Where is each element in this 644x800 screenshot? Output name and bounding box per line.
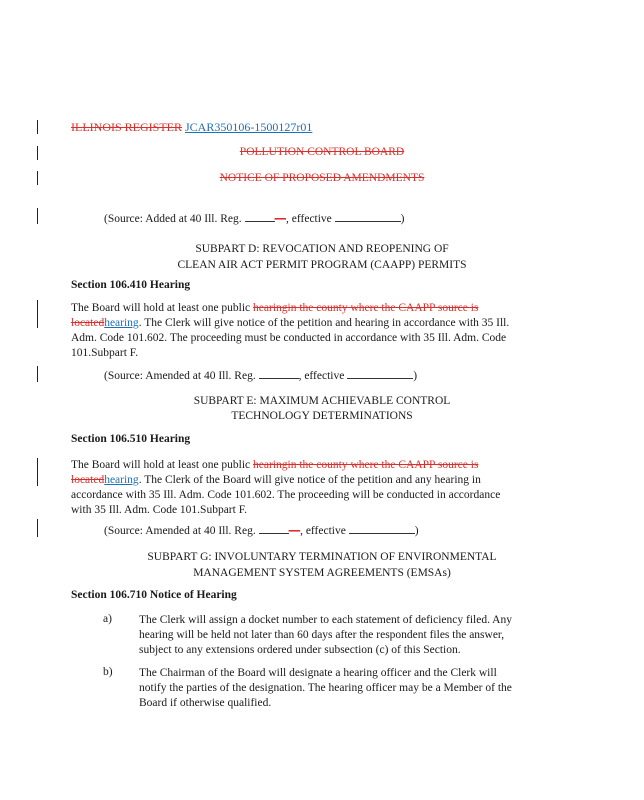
blank-line [335,211,401,222]
source-suffix: ) [400,213,405,225]
section-410-struck: hearingin the county where the CAAPP source is located [71,302,479,329]
item-a-label: a) [103,613,112,625]
subpart-g-line2: MANAGEMENT SYSTEM AGREEMENTS (EMSAs) [193,567,451,579]
source-middle: , effective [298,370,345,382]
change-bar [37,300,38,328]
section-410-body [71,301,511,361]
board-line [0,146,644,158]
source-suffix: ) [413,370,418,382]
source-note-amended [104,368,417,382]
blank-line [245,211,275,222]
section-510-body [71,458,511,518]
section-410-text-after: . The Clerk will give notice of the petition and hearing in accordance with 35 Ill. Adm. Code 101.602. The proceeding must be conducted in accordance with 35 Ill. Adm. Code 101.Subpart F. [71,317,510,359]
source-prefix: (Source: Amended at 40 Ill. Reg. [104,370,256,382]
source-middle: , effective [300,525,346,537]
item-a-text: The Clerk will assign a docket number to each statement of deficiency filed. Any hearing will be held not later than 60 days after the respondent files the answer, subject to any extensions ordered under subsection (c) of this Section. [139,614,512,656]
subpart-e-heading [0,394,644,424]
section-510-title: Section 106.510 Hearing [71,433,191,445]
section-510-inserted: hearing [104,474,139,486]
subpart-e-line1: SUBPART E: MAXIMUM ACHIEVABLE CONTROL [193,395,451,407]
section-410-text-before: The Board will hold at least one public [71,302,254,314]
blank-line [259,368,299,379]
source-prefix: (Source: Amended at 40 Ill. Reg. [104,525,256,537]
subpart-d-line2: CLEAN AIR ACT PERMIT PROGRAM (CAAPP) PERMITS [177,259,467,271]
notice-line [0,172,644,184]
register-line [71,120,312,135]
source-suffix: ) [414,525,419,537]
register-struck: ILLINOIS REGISTER [71,120,182,134]
subpart-g-heading [0,549,644,581]
source-dash: — [274,213,287,225]
blank-line [259,523,289,534]
board-struck: POLLUTION CONTROL BOARD [239,146,405,158]
source-middle: , effective [286,213,332,225]
item-b-text: The Chairman of the Board will designate a hearing officer and the Clerk will notify the parties of the designation. The hearing officer may be a Member of the Board if otherwise qualified. [139,667,512,709]
change-bar [37,458,38,486]
change-bar [37,208,38,224]
change-bar [37,519,38,537]
blank-line [347,368,413,379]
source-note-added [104,211,405,225]
section-510-struck: hearingin the county where the CAAPP source is located [71,459,479,486]
section-510-text-before: The Board will hold at least one public [71,459,254,471]
register-inserted: JCAR350106-1500127r01 [185,120,313,134]
section-510-text-after: . The Clerk of the Board will give notice of the petition and any hearing in accordance with 35 Ill. Adm. Code 101.602. The proceeding will be conducted in accordance with 35 Ill. Adm. Code 101.Subpart F. [71,474,501,516]
change-bar [37,366,38,382]
subpart-e-line2: TECHNOLOGY DETERMINATIONS [231,410,413,422]
change-bar [37,120,38,134]
section-410-title: Section 106.410 Hearing [71,279,191,291]
subpart-d-heading [0,241,644,273]
subpart-g-line1: SUBPART G: INVOLUNTARY TERMINATION OF ENVIRONMENTAL [147,551,497,563]
source-dash: — [288,525,301,537]
source-note-amended-2 [104,523,419,537]
section-710-title: Section 106.710 Notice of Hearing [71,589,237,601]
source-prefix: (Source: Added at 40 Ill. Reg. [104,213,242,225]
blank-line [349,523,415,534]
item-b-label: b) [103,666,113,678]
subpart-d-line1: SUBPART D: REVOCATION AND REOPENING OF [195,243,449,255]
notice-struck: NOTICE OF PROPOSED AMENDMENTS [219,172,425,184]
section-410-inserted: hearing [104,317,139,329]
